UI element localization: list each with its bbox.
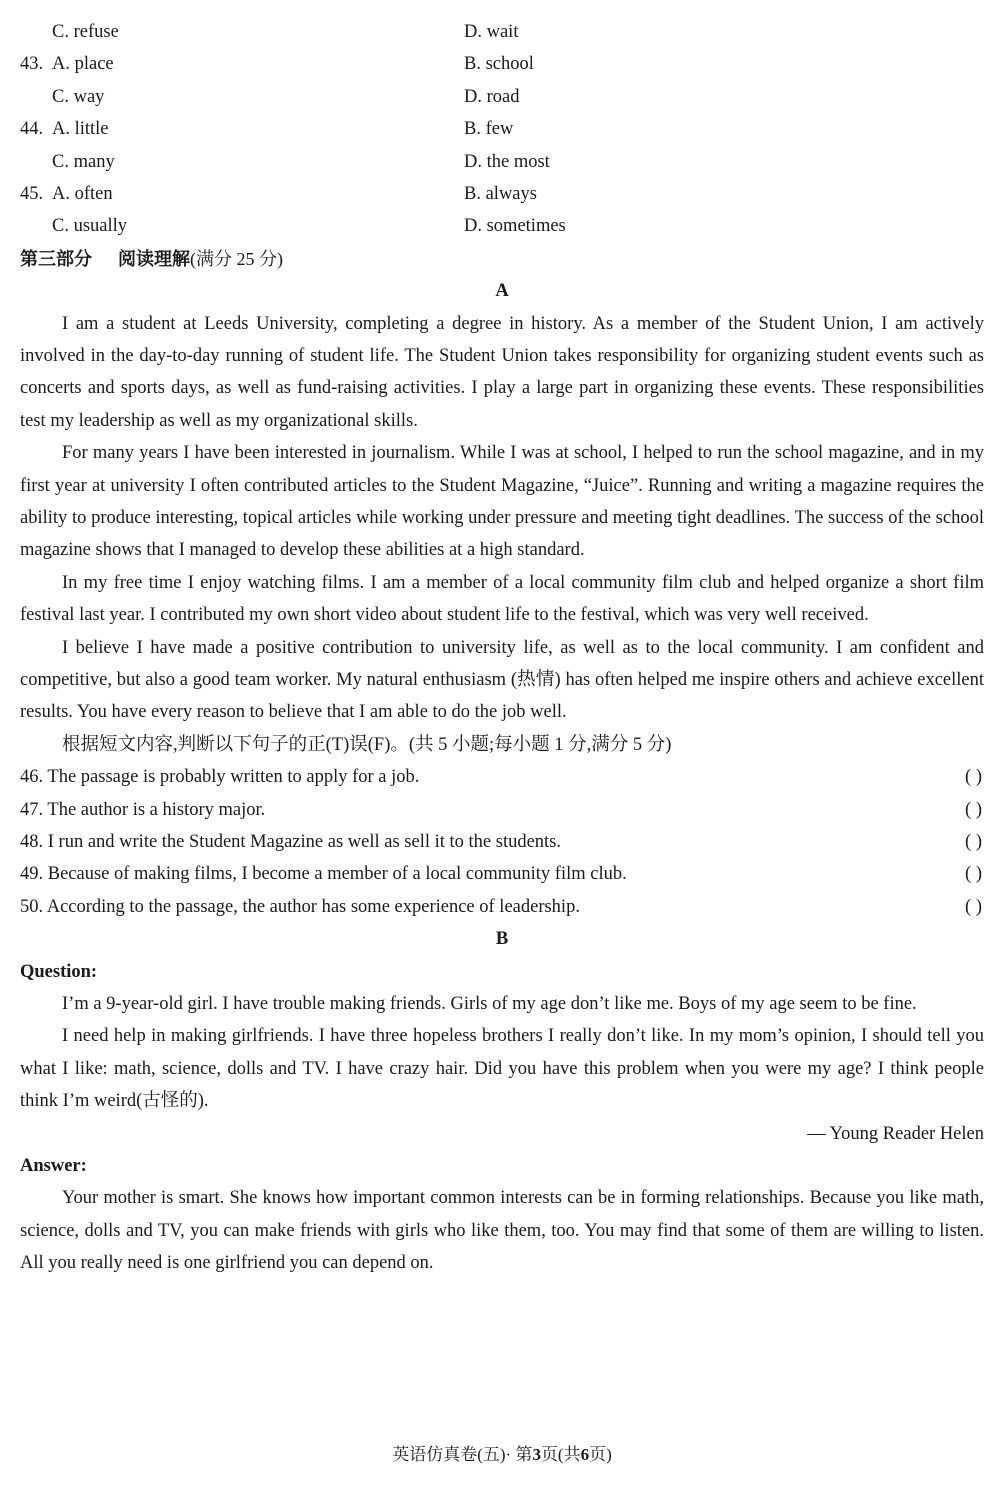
option-left: C. many (52, 151, 115, 172)
question-text: 46. The passage is probably written to apply for a job. (20, 767, 420, 788)
question-text: 50. According to the passage, the author has some experience of leadership. (20, 896, 580, 917)
passage-b-label: B (495, 929, 509, 950)
option-right: B. always (464, 183, 537, 204)
option-right: D. road (464, 86, 520, 107)
question-row (20, 891, 984, 923)
footer-middle: 页(共 (540, 1445, 581, 1464)
option-right: B. few (464, 119, 514, 140)
passage-paragraph: I believe I have made a positive contribution to university life, as well as to the local community. I am confident and competitive, but also a good team worker. My natural enthusiasm (热情) has often helped me inspire others and achieve excellent results. You have every reason to believe that I am able to do the job well. (20, 637, 984, 723)
answer-label: Answer: (20, 1155, 87, 1176)
section-heading (20, 243, 984, 275)
option-number: 44. (20, 119, 44, 140)
exam-page (20, 16, 984, 1280)
option-left: C. way (52, 86, 105, 107)
answer-blank[interactable]: ( ) (965, 896, 982, 917)
answer-blank[interactable]: ( ) (965, 767, 982, 788)
option-number: 43. (20, 54, 44, 75)
option-right: D. sometimes (464, 216, 566, 237)
footer-total-pages: 6 (580, 1445, 590, 1464)
footer-prefix: 英语仿真卷(五)· 第 (392, 1445, 533, 1464)
passage-paragraph: For many years I have been interested in journalism. While I was at school, I helped to run the school magazine, and in my first year at university I often contributed articles to the Student Magazine, “Juice”. Running and writing a magazine requires the ability to produce interesting, topical articles while working under pressure and meeting tight deadlines. The success of the school magazine shows that I managed to develop these abilities at a high standard. (20, 443, 984, 561)
passage-paragraph: In my free time I enjoy watching films. I am a member of a local community film club and helped organize a short film festival last year. I contributed my own short video about student life to the festival, which was very well received. (20, 572, 984, 626)
question-text: 47. The author is a history major. (20, 799, 266, 820)
option-row (20, 146, 984, 178)
question-row (20, 794, 984, 826)
question-text: 49. Because of making films, I become a member of a local community film club. (20, 864, 627, 885)
section-score: (满分 25 分) (190, 248, 283, 269)
question-text: 48. I run and write the Student Magazine as well as sell it to the students. (20, 831, 562, 852)
passage-a-label: A (495, 281, 509, 302)
option-left: C. refuse (52, 22, 119, 42)
page-footer (0, 1440, 1004, 1470)
passage-paragraph: I am a student at Leeds University, completing a degree in history. As a member of the Student Union, I am actively involved in the day-to-day running of student life. The Student Union takes responsibility for organizing student events such as concerts and sports days, as well as fund-raising activities. I play a large part in organizing these events. These responsibilities test my leadership as well as my organizational skills. (20, 313, 984, 431)
instruction-text: 根据短文内容,判断以下句子的正(T)误(F)。(共 5 小题;每小题 1 分,满分 5 分) (62, 734, 672, 755)
option-left: A. little (52, 119, 109, 140)
question-label: Question: (20, 961, 98, 982)
option-left: C. usually (52, 216, 128, 237)
letter-paragraph: I’m a 9-year-old girl. I have trouble making friends. Girls of my age don’t like me. Boys of my age seem to be fine. (62, 993, 917, 1014)
answer-blank[interactable]: ( ) (965, 799, 982, 820)
option-row (20, 113, 984, 145)
footer-page-number: 3 (532, 1445, 541, 1464)
letter-paragraph: I need help in making girlfriends. I have three hopeless brothers I really don’t like. In my mom’s opinion, I should tell you what I like: math, science, dolls and TV. I have crazy hair. Did you have this problem when you were my age? I think people think I’m weird(古怪的). (20, 1026, 984, 1112)
option-right: D. wait (464, 22, 519, 42)
answer-blank[interactable]: ( ) (965, 864, 982, 885)
footer-suffix: 页) (589, 1445, 612, 1464)
option-number: 45. (20, 183, 44, 204)
option-row (20, 48, 984, 80)
answer-blank[interactable]: ( ) (965, 831, 982, 852)
option-right: D. the most (464, 151, 550, 172)
option-row (20, 81, 984, 113)
question-row (20, 826, 984, 858)
letter-signature: — Young Reader Helen (807, 1123, 984, 1144)
answer-paragraph: Your mother is smart. She knows how important common interests can be in forming relationships. Because you like math, science, dolls and TV, you can make friends with girls who like them, too. You may find that some of them are willing to listen. All you really need is one girlfriend you can depend on. (20, 1188, 984, 1274)
options-block (20, 16, 984, 243)
option-row (20, 16, 984, 48)
option-left: A. often (52, 183, 113, 204)
option-row (20, 210, 984, 242)
question-row (20, 761, 984, 793)
section-subtitle: 阅读理解 (118, 248, 190, 270)
option-left: A. place (52, 54, 114, 75)
section-title: 第三部分 (20, 248, 92, 270)
option-right: B. school (464, 54, 534, 75)
question-row (20, 858, 984, 890)
option-row (20, 178, 984, 210)
